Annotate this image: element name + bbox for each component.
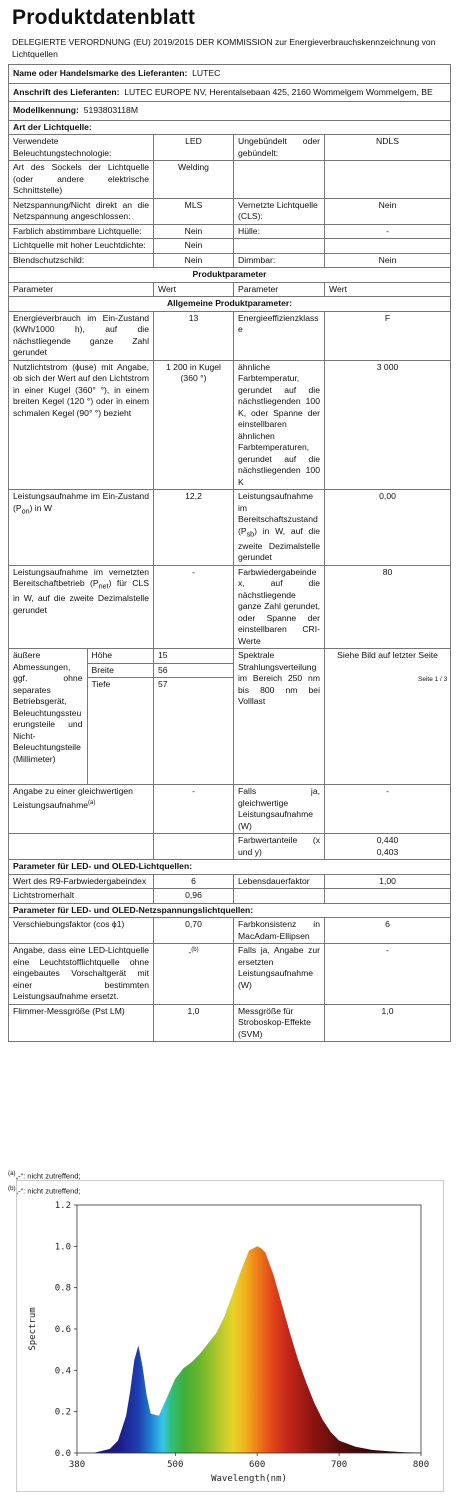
spectrum-svg [17,1181,443,1491]
footnote-text: „-“: nicht zutreffend; [15,1171,81,1181]
chroma-label: Farbwertanteile (x und y) [234,834,325,860]
cri-label: Farbwiedergabeindex, auf die nächstliegende ganze Zahl gerundet, oder Spanne der einstellbaren CRI-Werte [234,565,325,649]
pnet-sub: net [98,582,109,591]
param-value [325,161,451,199]
model-value: 5193803118M [83,105,138,115]
replace-row [9,944,451,1005]
param-value: Welding [154,161,234,199]
y-tick-label: 0.0 [54,1449,71,1459]
flicker-label: Flimmer-Messgröße (Pst LM) [9,1004,154,1042]
lightsource-row [9,239,451,254]
dim-value: 56 [154,664,233,679]
spectrum-chart [16,1180,444,1492]
chroma-value [325,834,451,860]
regulation-text: DELEGIERTE VERORDNUNG (EU) 2019/2015 DER KOMMISSION zur Energieverbrauchskennzeichnung von Lichtquellen [12,37,436,59]
param-value: Nein [325,198,451,224]
pon-label-text: Leistungsaufnahme im Ein-Zustand (P [13,491,149,513]
svm-label: Messgröße für Stroboskop-Effekte (SVM) [234,1004,325,1042]
param-value: Nein [154,253,234,268]
equiv-value: - [154,785,234,834]
empty-cell [234,889,325,904]
pnet-row [9,565,451,649]
equiv-label [9,785,154,834]
empty-cell [154,834,234,860]
param-value: LED [154,135,234,161]
param-label: Lichtquelle mit hoher Leuchtdichte: [9,239,154,254]
params-heading-row [9,268,451,283]
cri-value: 80 [325,565,451,649]
param-label: Dimmbar: [234,253,325,268]
pnet-label-tail: ) für CLS in W, auf die zweite Dezimalstelle gerundet [13,578,149,615]
equiv-label-text: Angabe zu einer gleichwertigen Leistungsaufnahme [13,786,133,810]
dim-value: 15 [154,649,233,664]
param-label: Blendschutzschild: [9,253,154,268]
flux-row [9,360,451,490]
y-axis-label: Spectrum [28,1307,38,1351]
pon-value: 12,2 [154,490,234,566]
svm-value: 1,0 [325,1004,451,1042]
x-axis-label: Wavelength(nm) [211,1474,287,1484]
equiv-row [9,785,451,834]
supplier-name-row [9,65,451,84]
param-label: Hülle: [234,224,325,239]
pnet-label [9,565,154,649]
lightsource-row [9,161,451,199]
supplier-address-label: Anschrift des Lieferanten: [13,86,120,97]
datasheet-table [8,64,451,1042]
lightsource-row [9,253,451,268]
dims-values [154,649,234,785]
pon-sub: on [21,507,30,516]
y-tick-label: 0.8 [54,1283,71,1294]
param-value: MLS [154,198,234,224]
param-value: - [325,224,451,239]
supplier-name-label: Name oder Handelsmarke des Lieferanten: [13,68,188,78]
datasheet [8,4,450,1042]
flux-value: 1 200 in Kugel (360 °) [154,360,234,490]
dim-name: Tiefe [91,679,111,690]
eeclass-label: Energieeffizienzklasse [234,311,325,360]
param-value [325,239,451,254]
led-heading-row [9,860,451,875]
cct-label: ähnliche Farbtemperatur, gerundet auf die nächstliegenden 100 K, oder Spanne der einstellbaren ähnlichen Farbtemperaturen, gerundet auf die nächstliegenden 100 K [234,360,325,490]
x-tick-label: 500 [167,1460,184,1470]
param-value: Nein [154,239,234,254]
replace-value-text: - [188,947,192,958]
dim-value: 57 [158,679,168,690]
dims-cell [9,649,154,785]
col-head-param: Parameter [234,282,325,297]
macadam-value: 6 [325,918,451,944]
general-heading: Allgemeine Produktparameter: [9,297,451,312]
psb-label-tail: ) in W, auf die zweite Dezimalstelle gerundet [238,525,320,563]
model-row [9,102,451,121]
replace2-label: Falls ja, Angabe zur ersetzten Leistungsaufnahme (W) [234,944,325,1005]
x-tick-label: 600 [249,1460,266,1470]
general-heading-row [9,297,451,312]
page-number: Seite 1 / 3 [418,676,448,683]
supplier-name-value: LUTEC [192,68,221,78]
energy-label: Energieverbrauch im Ein-Zustand (kWh/1000 h), auf die nächstliegende ganze Zahl gerundet [9,311,154,360]
footnote-mark: (a) [8,1170,16,1177]
cos-label: Verschiebungsfaktor (cos ϕ1) [9,918,154,944]
supplier-address-value: LUTEC EUROPE NV, Herentalsebaan 425, 2160 Wommelgem Wommelgem, BE [124,86,433,97]
macadam-label: Farbkonsistenz in MacAdam-Ellipsen [234,918,325,944]
r9-row [9,874,451,889]
lightsource-row [9,135,451,161]
pon-label-tail: ) in W [29,502,52,513]
equiv2-value: - [325,785,451,834]
param-label [234,161,325,199]
power-row [9,490,451,566]
ledmains-heading: Parameter für LED- und OLED-Netzspannungslichtquellen: [9,903,451,918]
life-value: 1,00 [325,874,451,889]
psb-label [234,490,325,566]
pnet-label-text: Leistungsaufnahme im vernetzten Bereitschaftbetrieb (P [13,566,149,589]
x-tick-label: 380 [68,1460,86,1470]
r9-value: 6 [154,874,234,889]
pnet-value: - [154,565,234,649]
cos-value: 0,70 [154,918,234,944]
spectral-value: Siehe Bild auf letzter Seite [325,649,451,785]
param-label: Farblich abstimmbare Lichtquelle: [9,224,154,239]
eeclass-value: F [325,311,451,360]
flicker-value: 1,0 [154,1004,234,1042]
chroma-y: 0,403 [376,846,399,857]
chroma-x: 0,440 [376,835,399,846]
x-tick-label: 800 [412,1460,430,1470]
equiv2-label: Falls ja, gleichwertige Leistungsaufnahme (W) [234,785,325,834]
footnote-text: „-“: nicht zutreffend; [15,1186,81,1195]
param-value: Nein [154,224,234,239]
param-value: NDLS [325,135,451,161]
psb-label-text: Leistungsaufnahme im Bereitschaftszustand (P [238,491,318,536]
psb-value: 0,00 [325,490,451,566]
dim-name: Höhe [87,649,153,663]
maint-label: Lichtstromerhalt [9,889,154,904]
psb-sub: sb [246,530,255,539]
y-tick-label: 1.0 [54,1242,71,1253]
replace-sup: (b) [191,947,199,954]
lightsource-heading: Art der Lichtquelle: [9,120,451,135]
dims-label: äußere Abmessungen, ggf. ohne separates Betriebsgerät, Beleuchtungssteuerungsteile und Nicht-Beleuchtungsteile (Millimeter) [9,649,87,784]
param-label [234,239,325,254]
param-label: Vernetzte Lichtquelle (CLS): [234,198,325,224]
life-label: Lebensdauerfaktor [234,874,325,889]
spectral-label: Spektrale Strahlungsverteilung im Bereich 250 nm bis 800 nm bei Volllast [234,649,325,785]
energy-row [9,311,451,360]
energy-value: 13 [154,311,234,360]
led-heading: Parameter für LED- und OLED-Lichtquellen: [9,860,451,875]
maint-row [9,889,451,904]
cct-value: 3 000 [325,360,451,490]
replace-value [154,944,234,1005]
col-head-value: Wert [154,282,234,297]
maint-value: 0,96 [154,889,234,904]
replace-label: Angabe, dass eine LED-Lichtquelle eine Leuchtstofflichtquelle ohne eingebautes Vorschaltgerät mit einer bestimmten Leistungsaufnahme ersetzt. [9,944,154,1005]
param-label: Ungebündelt oder gebündelt: [234,135,325,161]
lightsource-heading-row [9,120,451,135]
page-title: Produktdatenblatt [12,6,196,29]
col-head-param: Parameter [9,282,154,297]
x-tick-label: 700 [330,1460,348,1470]
dims-row [9,649,451,785]
col-head-value: Wert [325,282,451,297]
flicker-row [9,1004,451,1042]
empty-cell [9,834,154,860]
params-colheads-row [9,282,451,297]
ledmains-heading-row [9,903,451,918]
r9-label: Wert des R9-Farbwiedergabeindex [9,874,154,889]
param-label: Verwendete Beleuchtungstechnologie: [9,135,154,161]
replace2-value: - [325,944,451,1005]
y-tick-label: 0.6 [54,1325,71,1335]
y-tick-label: 1.2 [54,1201,71,1211]
spectrum-area [77,1205,421,1453]
y-tick-label: 0.4 [54,1366,71,1377]
y-tick-label: 0.2 [54,1407,71,1418]
param-label: Art des Sockels der Lichtquelle (oder andere elektrische Schnittstelle) [9,161,154,199]
supplier-address-row [9,83,451,102]
footnote-mark: (b) [8,1184,16,1192]
empty-cell [325,889,451,904]
pon-label [9,490,154,566]
dim-name: Breite [87,663,153,678]
equiv-sup: (a) [88,799,96,806]
model-label: Modellkennung: [13,105,79,115]
param-value: Nein [325,253,451,268]
chroma-row [9,834,451,860]
lightsource-row [9,198,451,224]
cos-row [9,918,451,944]
lightsource-row [9,224,451,239]
params-heading: Produktparameter [9,268,451,283]
param-label: Netzspannung/Nicht direkt an die Netzspannung angeschlossen: [9,198,154,224]
flux-label: Nutzlichtstrom (ɸuse) mit Angabe, ob sich der Wert auf den Lichtstrom in einer Kugel (360° °), in einem breiten Kegel (120 °) oder in einem schmalen Kegel (90° °) bezieht [9,360,154,490]
